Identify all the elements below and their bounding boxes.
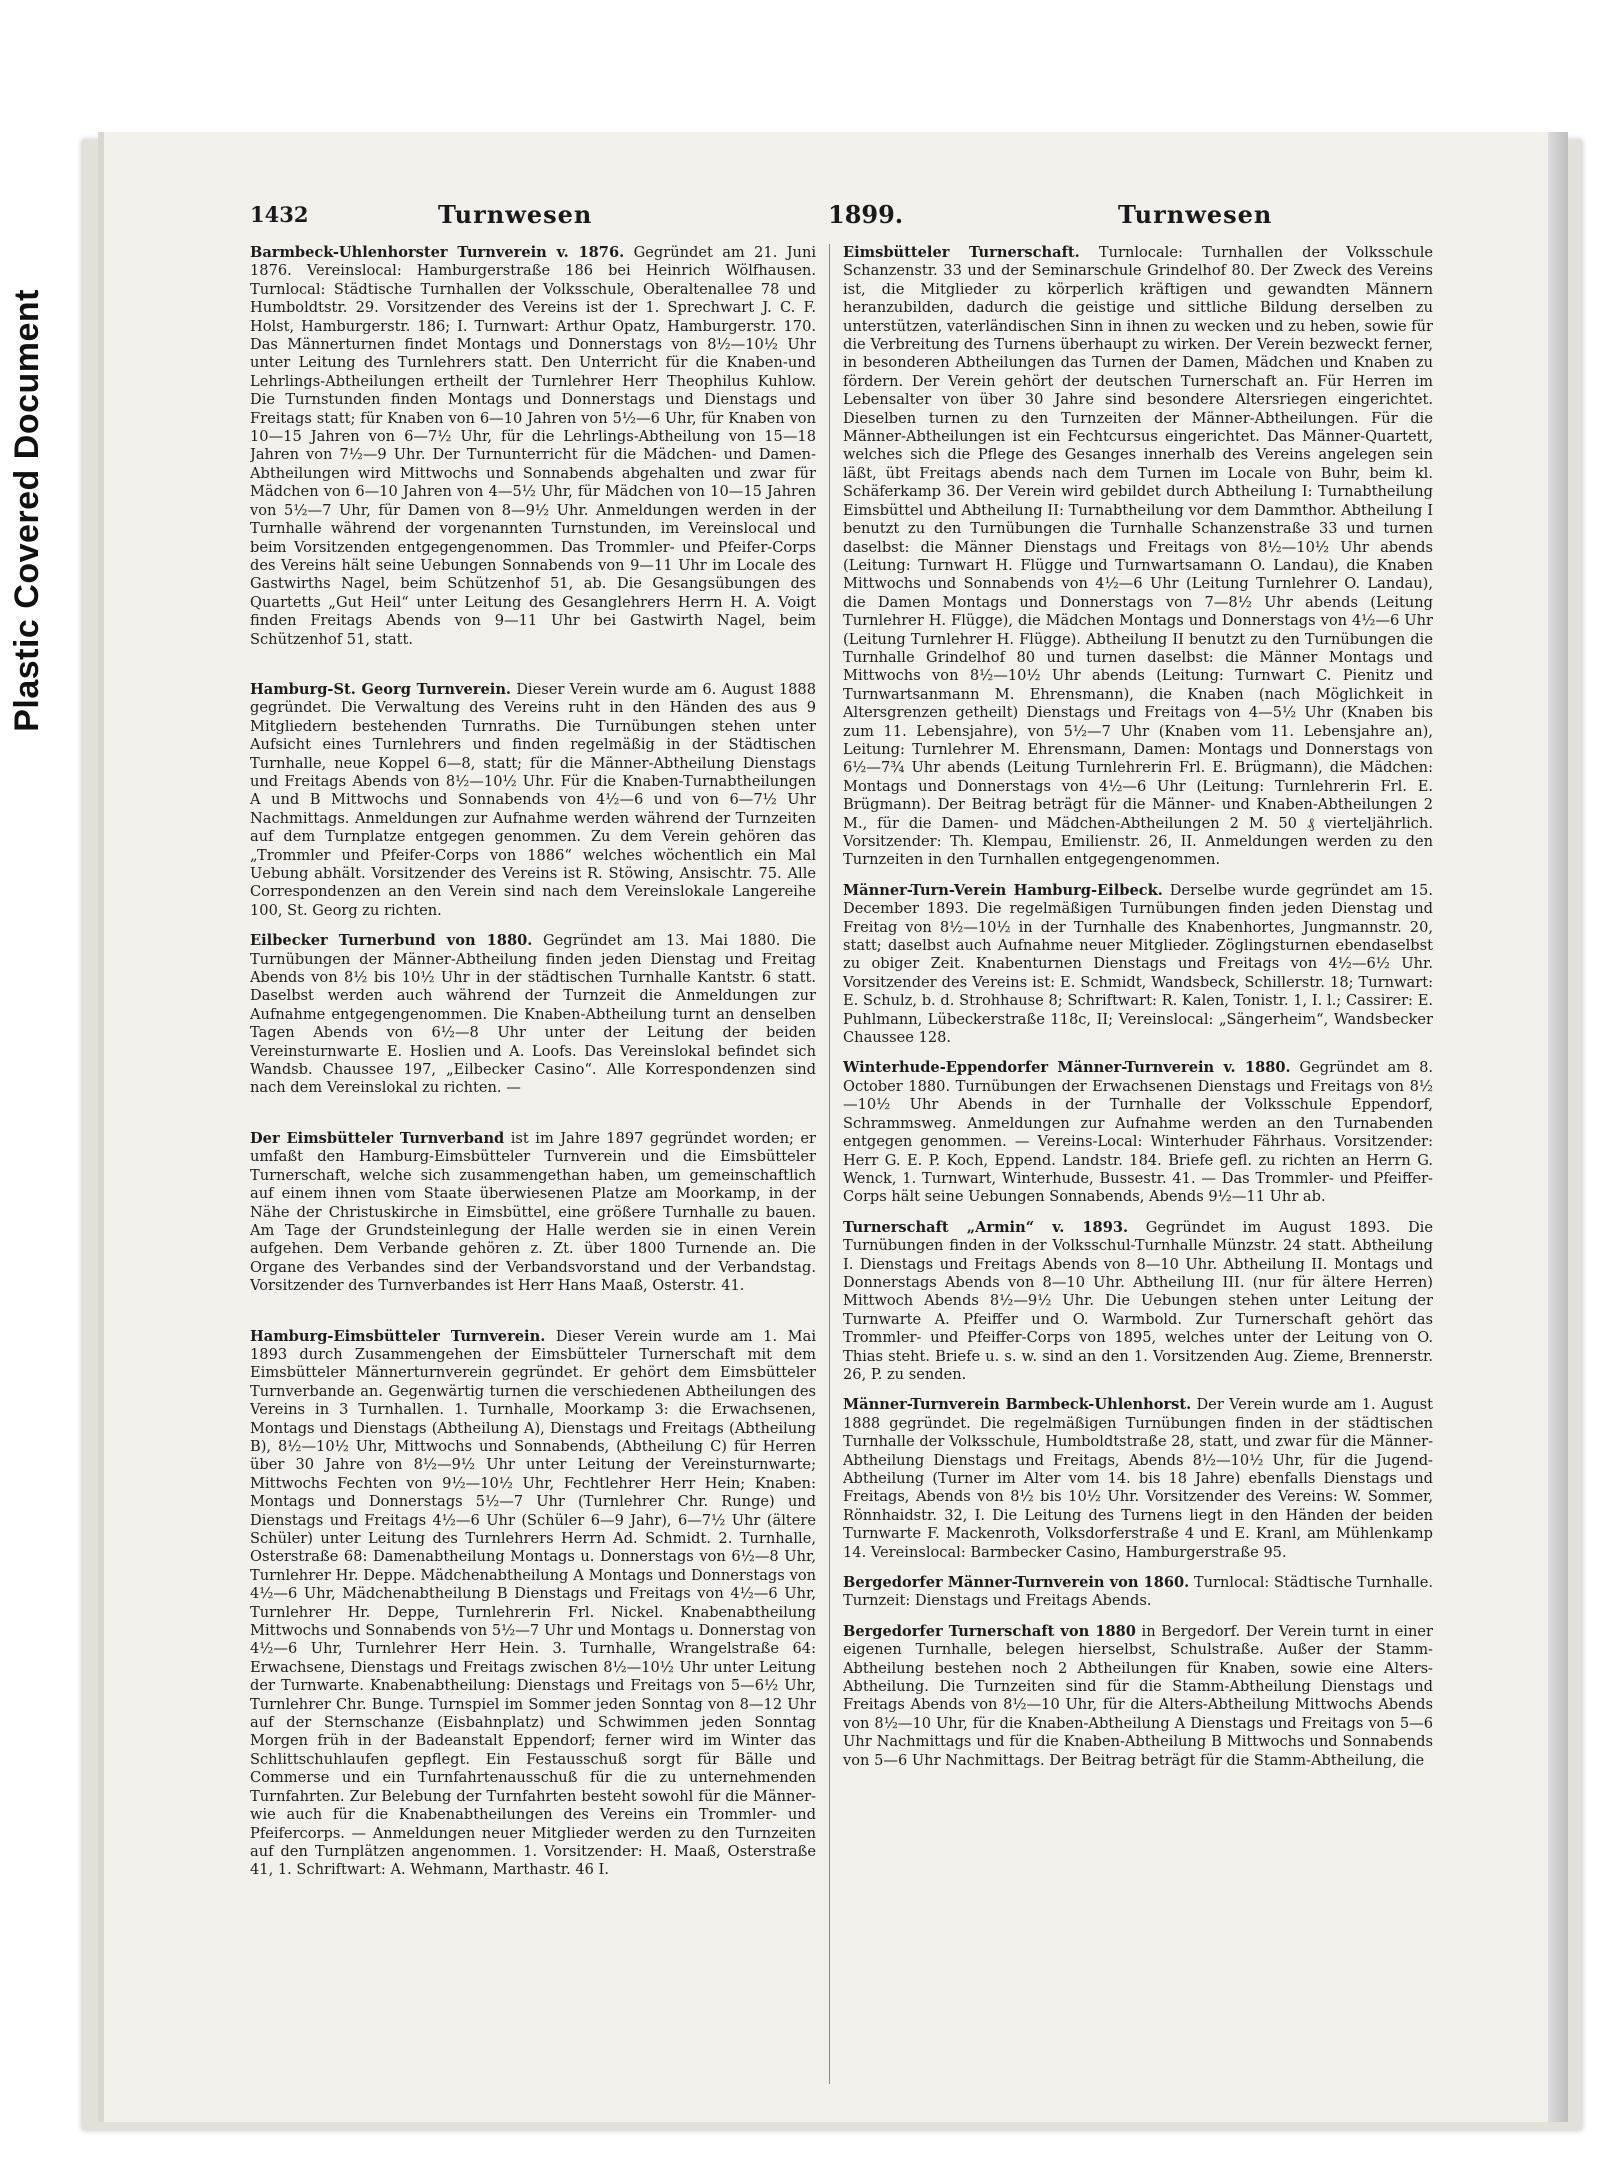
entry-winterhude-eppendorfer: [843, 1059, 1433, 1206]
entry-bergedorfer-turnerschaft: [843, 1623, 1433, 1770]
page-number: 1432: [250, 202, 309, 227]
page-edge-right: [1548, 132, 1568, 2122]
entry-title: Bergedorfer Männer-Turnverein von 1860.: [843, 1574, 1190, 1592]
entry-eimsbuetteler-turnverband: [250, 1130, 816, 1296]
entry-title: Turnerschaft „Armin“ v. 1893.: [843, 1218, 1129, 1236]
side-label: [4, 240, 50, 780]
entry-body: in Bergedorf. Der Verein turnt in einer eigenen Turnhalle, belegen hierselbst, Schulstraße. Außer der Stamm-Abtheilung bestehen noch 2 Abtheilungen für Knaben, sowie eine Alters-Abtheilung. Die Turnzeiten sind für die Stamm-Abtheilung Dienstags und Freitags Abends von 8½—10 Uhr, für die Alters-Abtheilung Mittwochs Abends von 8½—10 Uhr, für die Knaben-Abtheilung A Dienstags und Freitags von 5—6 Uhr Nachmittags und für die Knaben-Abtheilung B Mittwochs und Sonnabends von 5—6 Uhr Nachmittags. Der Beitrag beträgt für die Stamm-Abtheilung, die: [843, 1622, 1433, 1769]
entry-bergedorfer-maenner-turnverein: [843, 1574, 1433, 1611]
entry-title: Bergedorfer Turnerschaft von 1880: [843, 1622, 1136, 1640]
entry-title: Hamburg-Eimsbütteler Turnverein.: [250, 1327, 546, 1345]
right-column: [843, 244, 1433, 2094]
entry-body: Gegründet am 21. Juni 1876. Vereinslocal: Hamburgerstraße 186 bei Heinrich Wölfhausen. Turnlocal: Städtische Turnhallen der Volksschule, Oberaltenallee 78 und Humboldtstr. 29. Vorsitzender des Vereins ist der 1. Sprechwart J. C. F. Holst, Hamburgerstr. 186; I. Turnwart: Arthur Opatz, Hamburgerstr. 170. Das Männerturnen findet Montags und Donnerstags von 8½—10½ Uhr unter Leitung des Turnlehrers statt. Den Unterricht für die Knaben-und Lehrlings-Abtheilungen ertheilt der Turnlehrer Herr Theophilus Kuhlow. Die Turnstunden finden Montags und Donnerstags und Dienstags und Freitags statt; für Knaben von 6—10 Jahren von 5½—6 Uhr, für Knaben von 10—15 Jahren von 6—7½ Uhr, für die Lehrlings-Abtheilung von 15—18 Jahren von 7½—9 Uhr. Der Turnunterricht für die Mädchen- und Damen-Abtheilungen wird Mittwochs und Sonnabends abgehalten und zwar für Mädchen von 6—10 Jahren von 4—5½ Uhr, für Mädchen von 10—15 Jahren von 5½—7 Uhr, für Damen von 8—9½ Uhr. Anmeldungen werden in der Turnhalle während der vorgenannten Turnstunden, im Vereinslocal und beim Vorsitzenden entgegengenommen. Das Trommler- und Pfeifer-Corps des Vereins hält seine Uebungen Sonnabends von 9—11 Uhr im Locale des Gastwirths Nagel, beim Schützenhof 51, ab. Die Gesangsübungen des Quartetts „Gut Heil“ unter Leitung des Gesanglehrers Herrn H. A. Voigt finden Freitags Abends von 9—11 Uhr bei Gastwirth Nagel, beim Schützenhof 51, statt.: [250, 244, 816, 648]
entry-title: Eimsbütteler Turnerschaft.: [843, 244, 1080, 261]
entry-body: Gegründet im August 1893. Die Turnübungen finden in der Volksschul-Turnhalle Münzstr. 24 statt. Abtheilung I. Dienstags und Freitags Abends von 8—10 Uhr. Abtheilung II. Montags und Donnerstags Abends von 8—10 Uhr. Abtheilung III. (nur für ältere Herren) Mittwoch Abends 8½—9½ Uhr. Die Uebungen stehen unter Leitung der Turnwarte A. Pfeiffer und O. Warmbold. Zur Turnerschaft gehört das Trommler- und Pfeiffer-Corps von 1895, welches unter der Leitung von O. Thias steht. Briefe u. s. w. sind an den 1. Vorsitzenden Aug. Zieme, Brennerstr. 26, P. zu senden.: [843, 1218, 1433, 1383]
header-year: 1899.: [828, 200, 904, 229]
side-label-text: Plastic Covered Document: [7, 288, 46, 732]
document-page: [98, 132, 1568, 2122]
entry-maenner-turn-verein-eilbeck: [843, 882, 1433, 1048]
header-left-title: Turnwesen: [438, 200, 593, 229]
entry-title: Barmbeck-Uhlenhorster Turnverein v. 1876.: [250, 244, 625, 261]
entry-body: Gegründet am 8. October 1880. Turnübungen der Erwachsenen Dienstags und Freitags von 8½—10½ Uhr Abends in der Turnhalle der Volksschule Eppendorf, Schrammsweg. Anmeldungen zur Aufnahme werden an den Turnabenden entgegen genommen. — Vereins-Local: Winterhuder Fährhaus. Vorsitzender: Herr G. E. P. Koch, Eppend. Landstr. 184. Briefe gefl. zu richten an Herrn G. Wenck, 1. Turnwart, Winterhude, Bussestr. 41. — Das Trommler- und Pfeiffer-Corps hält seine Uebungen Sonnabends, Abends 9½—11 Uhr ab.: [843, 1059, 1433, 1206]
entry-maenner-turnverein-barmbeck-uhlenhorst: [843, 1396, 1433, 1562]
entry-body: Der Verein wurde am 1. August 1888 gegründet. Die regelmäßigen Turnübungen finden in der städtischen Turnhalle der Volksschule, Humboldtstraße 28, statt, und zwar für die Männer-Abtheilung Dienstags und Freitags, Abends 8½—10½ Uhr, für die Jugend-Abtheilung (Turner im Alter vom 14. bis 18 Jahre) ebenfalls Dienstags und Freitags, Abends von 8½ bis 10½ Uhr. Vorsitzender des Vereins: W. Sommer, Rönnhaidstr. 32, I. Die Leitung des Turnens liegt in den Händen der beiden Turnwarte F. Mackenroth, Volksdorferstraße 4 und E. Kranl, am Mühlenkamp 14. Vereinslocal: Barmbecker Casino, Hamburgerstraße 95.: [843, 1396, 1433, 1561]
entry-title: Der Eimsbütteler Turnverband: [250, 1129, 505, 1147]
entry-barmbeck-uhlenhorster: [250, 244, 816, 649]
entry-title: Männer-Turn-Verein Hamburg-Eilbeck.: [843, 881, 1163, 899]
left-column: [250, 244, 816, 2094]
entry-turnerschaft-armin: [843, 1219, 1433, 1385]
entry-body: Gegründet am 13. Mai 1880. Die Turnübungen der Männer-Abtheilung finden jeden Dienstag und Freitag Abends von 8½ bis 10½ Uhr in der städtischen Turnhalle Kantstr. 6 statt. Daselbst werden auch während der Turnzeit die Anmeldungen zur Aufnahme entgegengenommen. Die Knaben-Abtheilung turnt an denselben Tagen Abends von 6½—8 Uhr unter der Leitung der beiden Vereinsturnwarte E. Hoslien und A. Loofs. Das Vereinslokal befindet sich Wandsb. Chaussee 197, „Eilbecker Casino“. Alle Korrespondenzen sind nach dem Vereinslokal zu richten. —: [250, 932, 816, 1097]
entry-title: Winterhude-Eppendorfer Männer-Turnverein v. 1880.: [843, 1059, 1291, 1077]
entry-eilbecker-turnerbund: [250, 932, 816, 1098]
entry-title: Hamburg-St. Georg Turnverein.: [250, 680, 512, 698]
header-right-title: Turnwesen: [1118, 200, 1273, 229]
entry-hamburg-eimsbuetteler-turnverein: [250, 1328, 816, 1880]
entry-body: Derselbe wurde gegründet am 15. December 1893. Die regelmäßigen Turnübungen finden jeden Dienstag und Freitag von 8½—10½ in der Turnhalle des Knabenhortes, Jungmannstr. 20, statt; daselbst auch Aufnahme neuer Mitglieder. Zöglingsturnen ebendaselbst zu obiger Zeit. Knabenturnen Dienstags und Freitags von 4½—6½ Uhr. Vorsitzender des Vereins ist: E. Schmidt, Wandsbeck, Schillerstr. 18; Turnwart: E. Schulz, b. d. Strohhause 8; Schriftwart: R. Kalen, Tonistr. 1, I. l.; Cassirer: E. Puhlmann, Lübeckerstraße 118c, II; Vereinslocal: „Sängerheim“, Wandsbecker Chaussee 128.: [843, 881, 1433, 1047]
page-edge-left: [98, 132, 104, 2122]
entry-body: Turnlocale: Turnhallen der Volksschule Schanzenstr. 33 und der Seminarschule Grindelhof 80. Der Zweck des Vereins ist, die Mitglieder zu körperlich kräftigen und gewandten Männern heranzubilden, dadurch die geistige und sittliche Bildung derselben zu unterstützen, vaterländischen Sinn in ihnen zu wecken und zu heben, sowie für die Verbreitung des Turnens überhaupt zu wirken. Der Verein bezweckt ferner, in besonderen Abtheilungen das Turnen der Damen, Mädchen und Knaben zu fördern. Der Verein gehört der deutschen Turnerschaft an. Für Herren im Lebensalter von über 30 Jahre sind besondere Altersriegen eingerichtet. Dieselben turnen zu den Turnzeiten der Männer-Abtheilungen. Für die Männer-Abtheilungen ist ein Fechtcursus eingerichtet. Das Männer-Quartett, welches sich die Pflege des Gesanges innerhalb des Vereins angelegen sein läßt, übt Freitags abends nach dem Turnen im Locale von Buhr, beim kl. Schäferkamp 36. Der Verein wird gebildet durch Abtheilung I: Turnabtheilung Eimsbüttel und Abtheilung II: Turnabtheilung vor dem Dammthor. Abtheilung I benutzt zu den Turnübungen die Turnhalle Schanzenstraße 33 und turnen daselbst: die Männer Dienstags und Freitags von 8½—10½ Uhr abends (Leitung: Turnwart H. Flügge und Turnwartsamann O. Landau), die Knaben Mittwochs und Sonnabends von 4½—6 Uhr (Leitung Turnlehrer O. Landau), die Damen Montags und Donnerstags von 7—8½ Uhr abends (Leitung Turnlehrer H. Flügge), die Mädchen Montags und Donnerstags von 4½—6 Uhr (Leitung Turnlehrer H. Flügge). Abtheilung II benutzt zu den Turnübungen die Turnhalle Grindelhof 80 und turnen daselbst: die Männer Montags und Mittwochs von 8½—10½ Uhr abends (Leitung: Turnwart C. Pienitz und Turnwartsanmann M. Ehrensmann), die Knaben (nach Möglichkeit in Altersgrenzen getheilt) Dienstags und Freitags von 4—5½ Uhr (Knaben bis zum 11. Lebensjahre), von 5½—7 Uhr (Knaben vom 11. Lebensjahre an), Leitung: Turnlehrer M. Ehrensmann, Damen: Montags und Donnerstags von 6½—7¾ Uhr abends (Leitung Turnlehrerin Frl. E. Brügmann), die Mädchen: Montags und Donnerstags von 4½—6 Uhr (Leitung: Turnlehrerin Frl. E. Brügmann). Der Beitrag beträgt für die Männer- und Knaben-Abtheilungen 2 M., für die Damen- und Mädchen-Abtheilungen 2 M. 50 ₰ vierteljährlich. Vorsitzender: Th. Klempau, Emilienstr. 26, II. Anmeldungen werden zu den Turnzeiten in den Turnhallen entgegengenommen.: [843, 244, 1433, 869]
entry-title: Männer-Turnverein Barmbeck-Uhlenhorst.: [843, 1396, 1192, 1414]
entry-eimsbuetteler-turnerschaft: [843, 244, 1433, 870]
page-header: [98, 194, 1568, 234]
entry-body: Dieser Verein wurde am 1. Mai 1893 durch Zusammengehen der Eimsbütteler Turnerschaft mit dem Eimsbütteler Männerturnverein gegründet. Er gehört dem Eimsbütteler Turnverbande an. Gegenwärtig turnen die verschiedenen Abtheilungen des Vereins in 3 Turnhallen. 1. Turnhalle, Moorkamp 3: die Erwachsenen, Montags und Dienstags (Abtheilung A), Dienstags und Freitags (Abtheilung B), 8½—10½ Uhr, Mittwochs und Sonnabends, (Abtheilung C) für Herren über 30 Jahre von 8½—9½ Uhr unter Leitung der Vereinsturnwarte; Mittwochs Fechten von 9½—10½ Uhr, Fechtlehrer Herr Hein; Knaben: Montags und Donnerstags 5½—7 Uhr (Turnlehrer Chr. Runge) und Dienstags und Freitags 4½—6 Uhr (Schüler 6—9 Jahr), 6—7½ Uhr (ältere Schüler) unter Leitung des Turnlehrers Herrn Ad. Schmidt. 2. Turnhalle, Osterstraße 68: Damenabtheilung Montags u. Donnerstags von 6½—8 Uhr, Turnlehrer Hr. Deppe. Mädchenabtheilung A Montags und Donnerstags von 4½—6 Uhr, Mädchenabtheilung B Dienstags und Freitags von 4½—6 Uhr, Turnlehrer Hr. Deppe, Turnlehrerin Frl. Nickel. Knabenabtheilung Mittwochs und Sonnabends von 5½—7 Uhr und Montags u. Donnerstag von 4½—6 Uhr, Turnlehrer Herr Hein. 3. Turnhalle, Wrangelstraße 64: Erwachsene, Dienstags und Freitags zwischen 8½—10½ Uhr unter Leitung der Turnwarte. Knabenabtheilung: Dienstags und Freitags von 5—6½ Uhr, Turnlehrer Chr. Bunge. Turnspiel im Sommer jeden Sonntag von 8—12 Uhr auf der Sternschanze (Eisbahnplatz) und Schwimmen jeden Sonntag Morgen früh in der Badeanstalt Eppendorf; ferner wird im Winter das Schlittschuhlaufen gepflegt. Ein Festausschuß sorgt für Bälle und Commerse und ein Turnfahrtenausschuß für die zu unternehmenden Turnfahrten. Zur Belebung der Turnfahrten besteht sowohl für die Männer- wie auch für die Knabenabtheilungen des Vereins ein Trommler- und Pfeifercorps. — Anmeldungen neuer Mitglieder werden zu den Turnzeiten auf den Turnplätzen angenommen. 1. Vorsitzender: H. Maaß, Osterstraße 41, 1. Schriftwart: A. Wehmann, Marthastr. 46 I.: [250, 1327, 816, 1879]
entry-title: Eilbecker Turnerbund von 1880.: [250, 932, 533, 950]
entry-hamburg-st-georg: [250, 681, 816, 920]
entry-body: Dieser Verein wurde am 6. August 1888 gegründet. Die Verwaltung des Vereins ruht in den Händen des aus 9 Mitgliedern bestehenden Turnraths. Die Turnübungen stehen unter Aufsicht eines Turnlehrers und finden regelmäßig in der Städtischen Turnhalle, neue Koppel 6—8, statt; für die Männer-Abtheilung Dienstags und Freitags Abends von 8½—10½ Uhr. Für die Knaben-Turnabtheilungen A und B Mittwochs und Sonnabends von 4½—6 und von 6—7½ Uhr Nachmittags. Anmeldungen zur Aufnahme werden während der Turnzeiten auf dem Turnplatze entgegen genommen. Zu dem Verein gehören das „Trommler und Pfeifer-Corps von 1886“ welches wöchentlich ein Mal Uebung abhält. Vorsitzender des Vereins ist R. Stöwing, Ansischtr. 75. Alle Correspondenzen an den Verein sind nach dem Vereinslokale Langereihe 100, St. Georg zu richten.: [250, 680, 816, 919]
entry-body: Turnlocal: Städtische Turnhalle. Turnzeit: Dienstags und Freitags Abends.: [843, 1574, 1433, 1610]
entry-body: ist im Jahre 1897 gegründet worden; er umfaßt den Hamburg-Eimsbütteler Turnverein und die Eimsbütteler Turnerschaft, welche sich zusammengethan haben, um gemeinschaftlich auf einem ihnen vom Staate überwiesenen Platze am Moorkamp, in der Nähe der Christuskirche in Eimsbüttel, eine größere Turnhalle zu bauen. Am Tage der Grundsteinlegung der Halle werden sie in einen Verein aufgehen. Dem Verbande gehören z. Zt. über 1800 Turnende an. Die Organe des Verbandes sind der Verbandsvorstand und der Verbandstag. Vorsitzender des Turnverbandes ist Herr Hans Maaß, Osterstr. 41.: [250, 1129, 816, 1295]
column-divider: [829, 244, 830, 2084]
